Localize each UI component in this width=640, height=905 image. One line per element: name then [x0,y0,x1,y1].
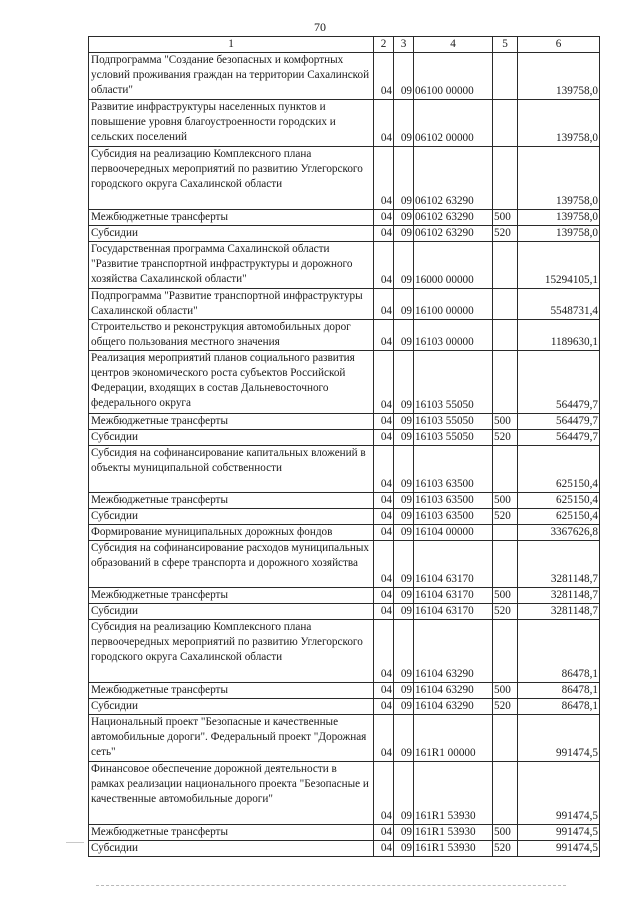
cell-name: Субсидии [89,841,374,857]
cell-name: Субсидия на реализацию Комплексного плана первоочередных мероприятий по развитию Углегорского городского округа Сахалинской области [89,147,374,210]
cell-section: 04 [374,100,394,147]
cell-section: 04 [374,320,394,351]
table-body [89,37,600,857]
cell-subsection: 09 [394,683,414,699]
cell-amount: 564479,7 [518,351,600,414]
cell-subsection: 09 [394,242,414,289]
cell-subsection: 09 [394,541,414,588]
page-number: 70 [314,20,326,34]
cell-subsection: 09 [394,289,414,320]
cell-name: Субсидия на реализацию Комплексного плана первоочередных мероприятий по развитию Углегорского городского округа Сахалинской области [89,620,374,683]
cell-amount: 139758,0 [518,147,600,210]
cell-expense-type [493,53,518,100]
header-col-6: 6 [518,37,600,53]
cell-amount: 1189630,1 [518,320,600,351]
table-row [89,320,600,351]
cell-subsection: 09 [394,762,414,825]
cell-amount: 625150,4 [518,493,600,509]
cell-amount: 564479,7 [518,414,600,430]
budget-table [88,36,600,857]
table-row [89,715,600,762]
cell-amount: 139758,0 [518,210,600,226]
cell-expense-type [493,620,518,683]
cell-target-code: 161R1 53930 [414,825,493,841]
cell-expense-type: 520 [493,430,518,446]
table-row [89,841,600,857]
table-row [89,210,600,226]
cell-expense-type: 500 [493,493,518,509]
cell-section: 04 [374,242,394,289]
cell-name: Субсидии [89,226,374,242]
cell-amount: 3281148,7 [518,541,600,588]
cell-name: Строительство и реконструкция автомобильных дорог общего пользования местного значения [89,320,374,351]
cell-target-code: 06102 63290 [414,210,493,226]
cell-target-code: 06102 00000 [414,100,493,147]
table-row [89,446,600,493]
cell-name: Межбюджетные трансферты [89,588,374,604]
cell-section: 04 [374,210,394,226]
cell-name: Подпрограмма "Развитие транспортной инфраструктуры Сахалинской области" [89,289,374,320]
cell-expense-type [493,289,518,320]
table-row [89,509,600,525]
cell-amount: 139758,0 [518,100,600,147]
cell-expense-type: 500 [493,683,518,699]
cell-name: Межбюджетные трансферты [89,414,374,430]
header-col-2: 2 [374,37,394,53]
cell-amount: 991474,5 [518,825,600,841]
cell-amount: 139758,0 [518,226,600,242]
footer-line [96,885,566,886]
cell-subsection: 09 [394,210,414,226]
table-row [89,100,600,147]
header-col-5: 5 [493,37,518,53]
cell-subsection: 09 [394,147,414,210]
cell-name: Межбюджетные трансферты [89,825,374,841]
cell-subsection: 09 [394,226,414,242]
table-row [89,53,600,100]
table-row [89,699,600,715]
cell-expense-type: 520 [493,509,518,525]
table-row [89,541,600,588]
table-row [89,620,600,683]
cell-name: Субсидия на софинансирование капитальных вложений в объекты муниципальной собственности [89,446,374,493]
cell-name: Развитие инфраструктуры населенных пунктов и повышение уровня благоустроенности городских и сельских поселений [89,100,374,147]
cell-expense-type: 520 [493,604,518,620]
cell-subsection: 09 [394,493,414,509]
cell-section: 04 [374,147,394,210]
cell-amount: 625150,4 [518,446,600,493]
cell-subsection: 09 [394,841,414,857]
cell-section: 04 [374,699,394,715]
table-row [89,525,600,541]
cell-name: Финансовое обеспечение дорожной деятельности в рамках реализации национального проекта "Безопасные и качественные автомобильные дороги" [89,762,374,825]
cell-expense-type [493,715,518,762]
cell-section: 04 [374,683,394,699]
cell-expense-type [493,320,518,351]
cell-subsection: 09 [394,446,414,493]
table-row [89,588,600,604]
cell-target-code: 161R1 53930 [414,841,493,857]
table-row [89,351,600,414]
cell-target-code: 16100 00000 [414,289,493,320]
cell-amount: 991474,5 [518,841,600,857]
cell-section: 04 [374,414,394,430]
cell-subsection: 09 [394,588,414,604]
cell-section: 04 [374,825,394,841]
cell-name: Национальный проект "Безопасные и качественные автомобильные дороги". Федеральный проект "Дорожная сеть" [89,715,374,762]
header-col-3: 3 [394,37,414,53]
cell-name: Формирование муниципальных дорожных фондов [89,525,374,541]
cell-target-code: 16103 55050 [414,351,493,414]
cell-section: 04 [374,430,394,446]
cell-expense-type: 520 [493,841,518,857]
cell-subsection: 09 [394,825,414,841]
cell-amount: 564479,7 [518,430,600,446]
cell-expense-type: 500 [493,414,518,430]
cell-amount: 86478,1 [518,699,600,715]
cell-name: Подпрограмма "Создание безопасных и комфортных условий проживания граждан на территории Сахалинской области" [89,53,374,100]
cell-amount: 3367626,8 [518,525,600,541]
cell-name: Реализация мероприятий планов социального развития центров экономического роста субъектов Российской Федерации, входящих в состав Дальневосточного федерального округа [89,351,374,414]
cell-section: 04 [374,493,394,509]
cell-name: Государственная программа Сахалинской области "Развитие транспортной инфраструктуры и дорожного хозяйства Сахалинской области" [89,242,374,289]
cell-section: 04 [374,289,394,320]
cell-name: Субсидии [89,430,374,446]
cell-section: 04 [374,762,394,825]
cell-amount: 625150,4 [518,509,600,525]
cell-name: Субсидии [89,509,374,525]
cell-subsection: 09 [394,430,414,446]
cell-target-code: 16104 63170 [414,541,493,588]
cell-subsection: 09 [394,620,414,683]
cell-expense-type [493,147,518,210]
cell-target-code: 16104 63290 [414,683,493,699]
cell-name: Межбюджетные трансферты [89,493,374,509]
cell-amount: 15294105,1 [518,242,600,289]
cell-target-code: 16103 63500 [414,509,493,525]
header-col-4: 4 [414,37,493,53]
table-row [89,414,600,430]
cell-target-code: 06100 00000 [414,53,493,100]
cell-amount: 5548731,4 [518,289,600,320]
cell-target-code: 16104 63170 [414,588,493,604]
cell-target-code: 16103 00000 [414,320,493,351]
cell-section: 04 [374,446,394,493]
cell-section: 04 [374,841,394,857]
cell-amount: 991474,5 [518,715,600,762]
cell-section: 04 [374,226,394,242]
cell-target-code: 16104 63170 [414,604,493,620]
cell-expense-type [493,351,518,414]
cell-section: 04 [374,620,394,683]
cell-amount: 139758,0 [518,53,600,100]
cell-target-code: 16103 63500 [414,493,493,509]
cell-section: 04 [374,588,394,604]
cell-target-code: 06102 63290 [414,147,493,210]
cell-name: Межбюджетные трансферты [89,683,374,699]
cell-target-code: 161R1 53930 [414,762,493,825]
table-row [89,762,600,825]
table-row [89,493,600,509]
cell-subsection: 09 [394,320,414,351]
cell-subsection: 09 [394,715,414,762]
cell-name: Субсидия на софинансирование расходов муниципальных образований в сфере транспорта и дорожного хозяйства [89,541,374,588]
table-row [89,430,600,446]
cell-section: 04 [374,541,394,588]
cell-name: Межбюджетные трансферты [89,210,374,226]
cell-target-code: 16103 55050 [414,430,493,446]
cell-target-code: 16104 00000 [414,525,493,541]
cell-subsection: 09 [394,525,414,541]
table-header-row [89,37,600,53]
cell-section: 04 [374,525,394,541]
cell-amount: 86478,1 [518,683,600,699]
cell-expense-type [493,100,518,147]
cell-target-code: 06102 63290 [414,226,493,242]
cell-expense-type [493,541,518,588]
cell-expense-type [493,525,518,541]
cell-subsection: 09 [394,351,414,414]
cell-section: 04 [374,53,394,100]
cell-expense-type [493,242,518,289]
cell-expense-type: 520 [493,699,518,715]
cell-amount: 86478,1 [518,620,600,683]
cell-target-code: 16103 63500 [414,446,493,493]
cell-amount: 3281148,7 [518,588,600,604]
cell-expense-type [493,762,518,825]
cell-target-code: 161R1 00000 [414,715,493,762]
cell-amount: 991474,5 [518,762,600,825]
cell-subsection: 09 [394,53,414,100]
table-row [89,604,600,620]
cell-expense-type [493,446,518,493]
table-row [89,825,600,841]
cell-name: Субсидии [89,604,374,620]
table-row [89,242,600,289]
margin-tick [66,842,84,843]
cell-expense-type: 520 [493,226,518,242]
table-row [89,289,600,320]
table-row [89,147,600,210]
cell-section: 04 [374,604,394,620]
cell-name: Субсидии [89,699,374,715]
cell-section: 04 [374,509,394,525]
header-col-1: 1 [89,37,374,53]
table-row [89,683,600,699]
cell-subsection: 09 [394,414,414,430]
cell-subsection: 09 [394,100,414,147]
cell-expense-type: 500 [493,210,518,226]
cell-subsection: 09 [394,604,414,620]
cell-target-code: 16000 00000 [414,242,493,289]
table-row [89,226,600,242]
cell-expense-type: 500 [493,588,518,604]
cell-subsection: 09 [394,699,414,715]
cell-target-code: 16104 63290 [414,699,493,715]
cell-amount: 3281148,7 [518,604,600,620]
cell-expense-type: 500 [493,825,518,841]
cell-target-code: 16103 55050 [414,414,493,430]
cell-subsection: 09 [394,509,414,525]
cell-target-code: 16104 63290 [414,620,493,683]
cell-section: 04 [374,351,394,414]
cell-section: 04 [374,715,394,762]
